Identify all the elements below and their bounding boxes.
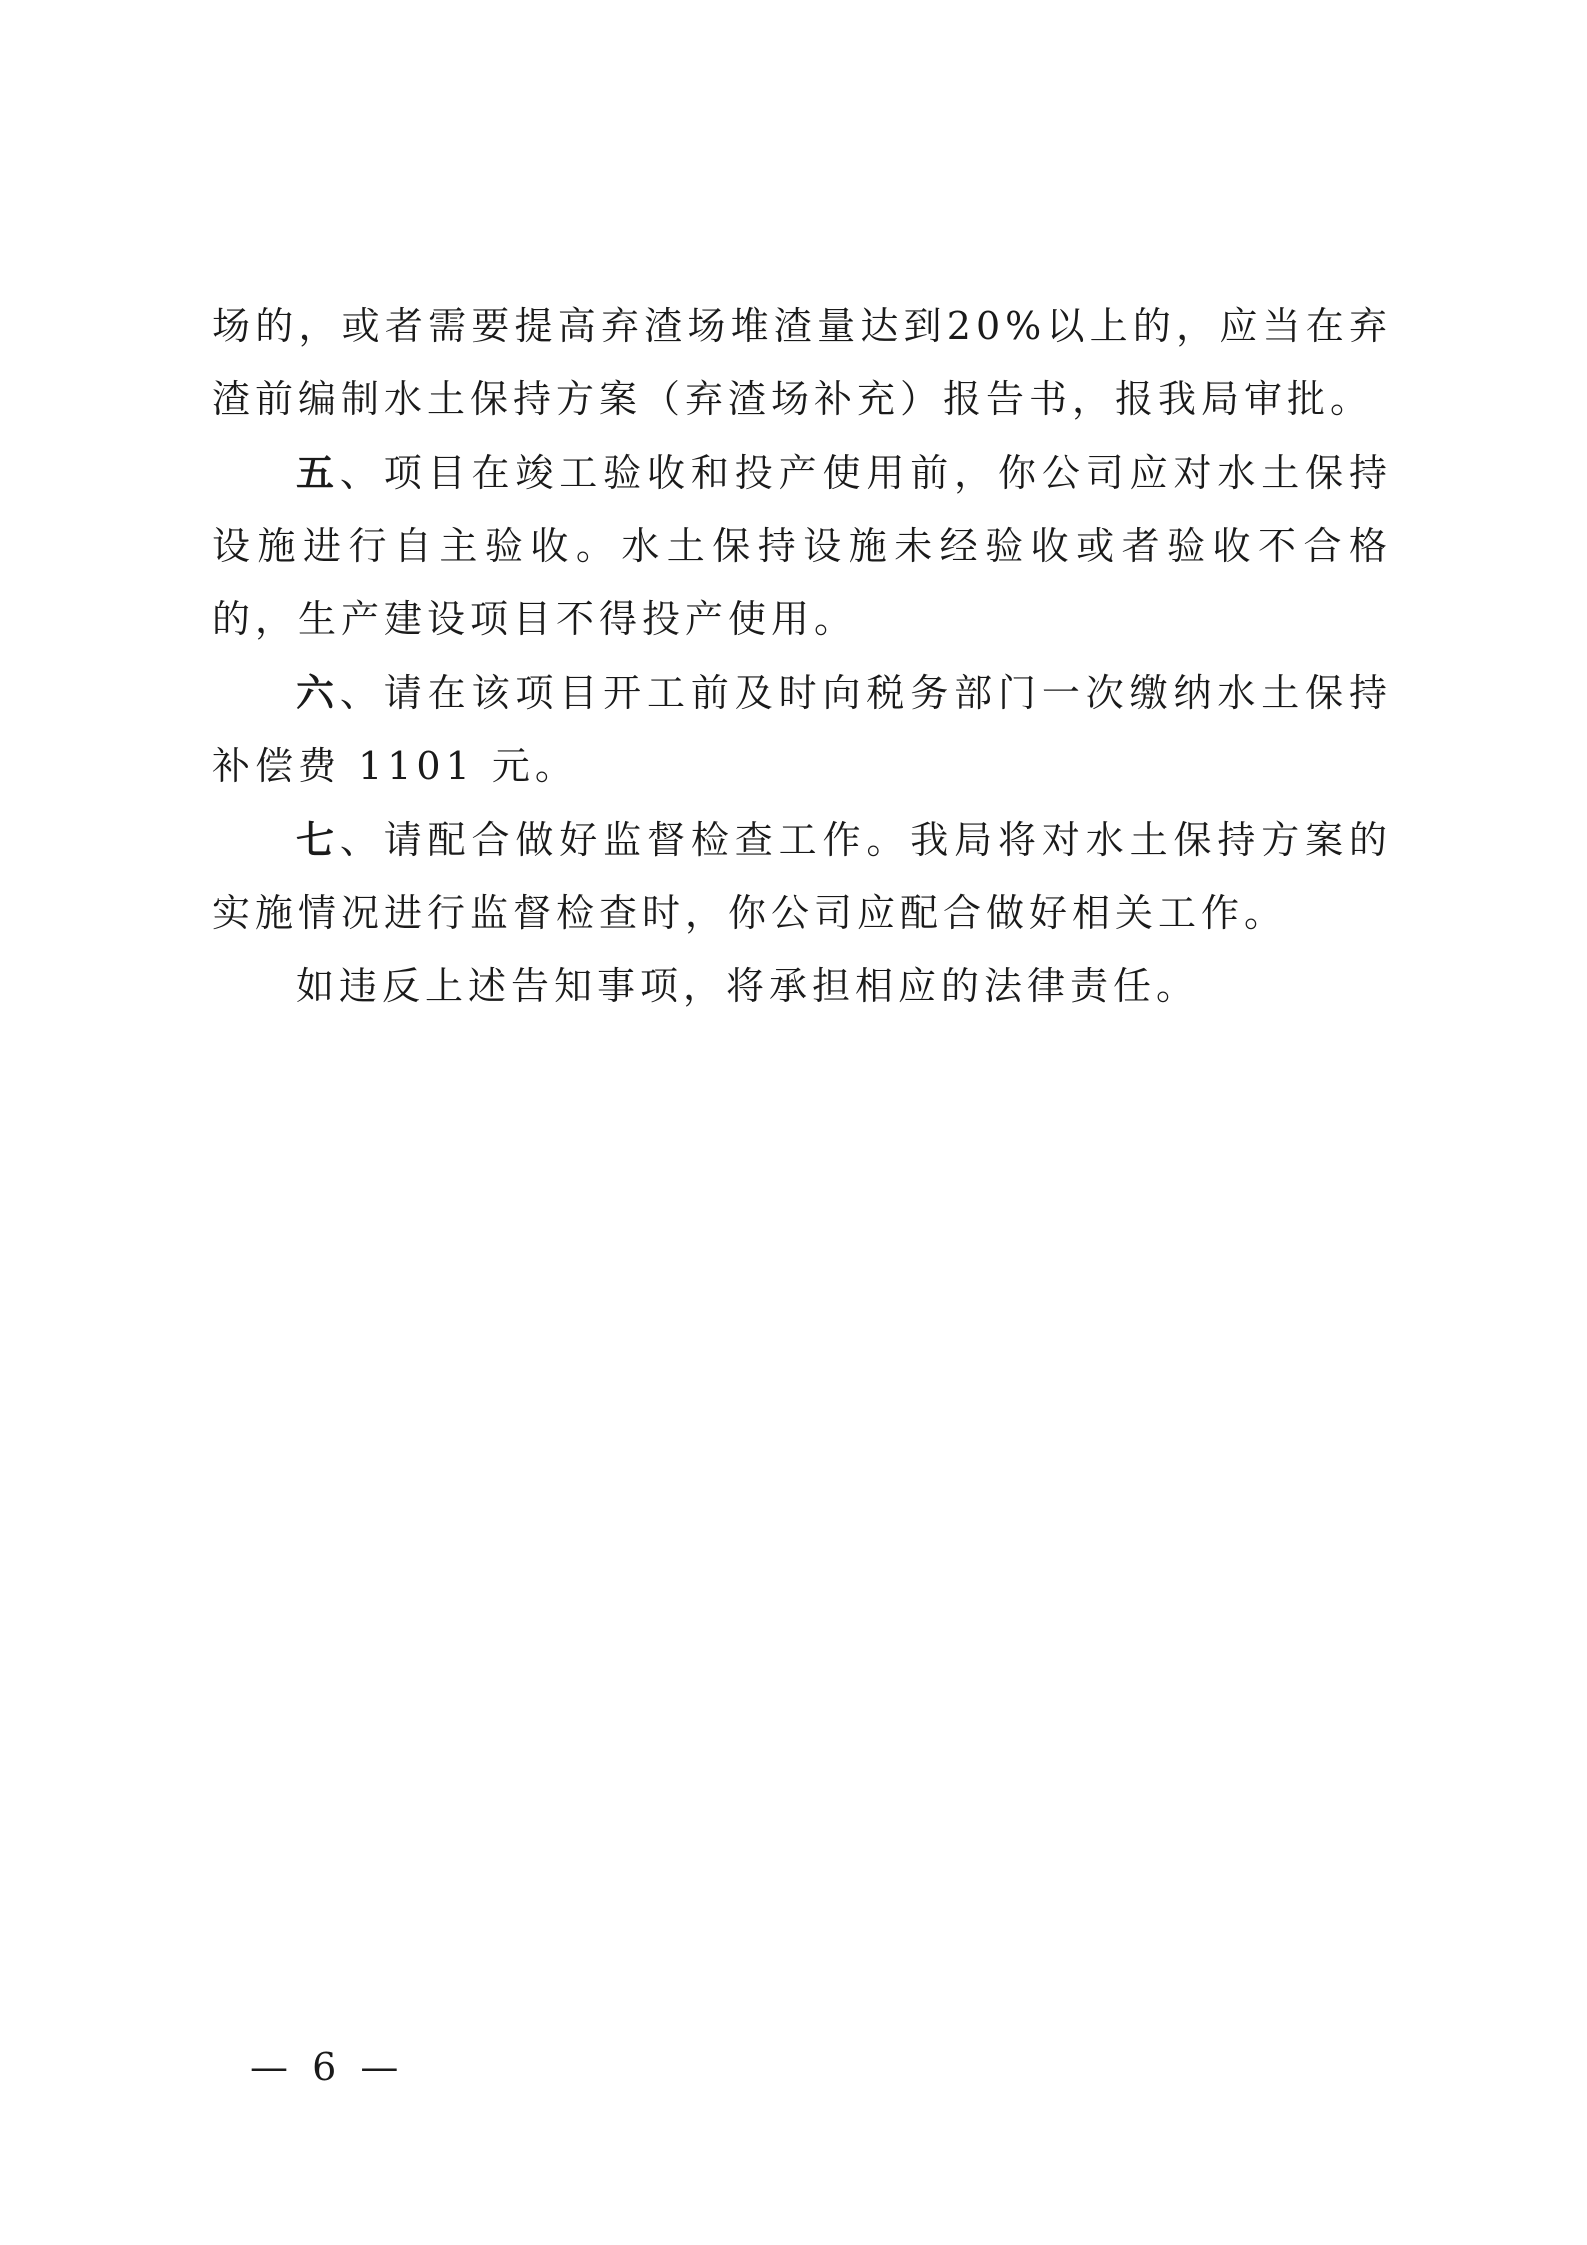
paragraph-closing <box>212 950 1392 1023</box>
paragraph-text: 、请配合做好监督检查工作。我局将对水土保持方案的实施情况进行监督检查时，你公司应配合做好相关工作。 <box>212 818 1392 935</box>
paragraph-heading: 七 <box>296 817 340 862</box>
paragraph-heading: 五 <box>296 450 340 495</box>
paragraph-text: 场的，或者需要提高弃渣场堆渣量达到20%以上的，应当在弃渣前编制水土保持方案（弃渣场补充）报告书，报我局审批。 <box>212 304 1392 421</box>
paragraph-text: 、请在该项目开工前及时向税务部门一次缴纳水土保持补偿费 1101 元。 <box>212 671 1392 788</box>
paragraph-item-five <box>212 436 1392 656</box>
paragraph-continuation <box>212 290 1392 436</box>
paragraph-item-six <box>212 656 1392 803</box>
paragraph-text: 如违反上述告知事项，将承担相应的法律责任。 <box>296 964 1200 1008</box>
paragraph-heading: 六 <box>296 670 340 715</box>
paragraph-item-seven <box>212 803 1392 950</box>
page-number: — 6 — <box>250 2045 405 2089</box>
paragraph-text: 、项目在竣工验收和投产使用前，你公司应对水土保持设施进行自主验收。水土保持设施未经验收或者验收不合格的，生产建设项目不得投产使用。 <box>212 451 1392 641</box>
document-body <box>212 290 1392 1023</box>
